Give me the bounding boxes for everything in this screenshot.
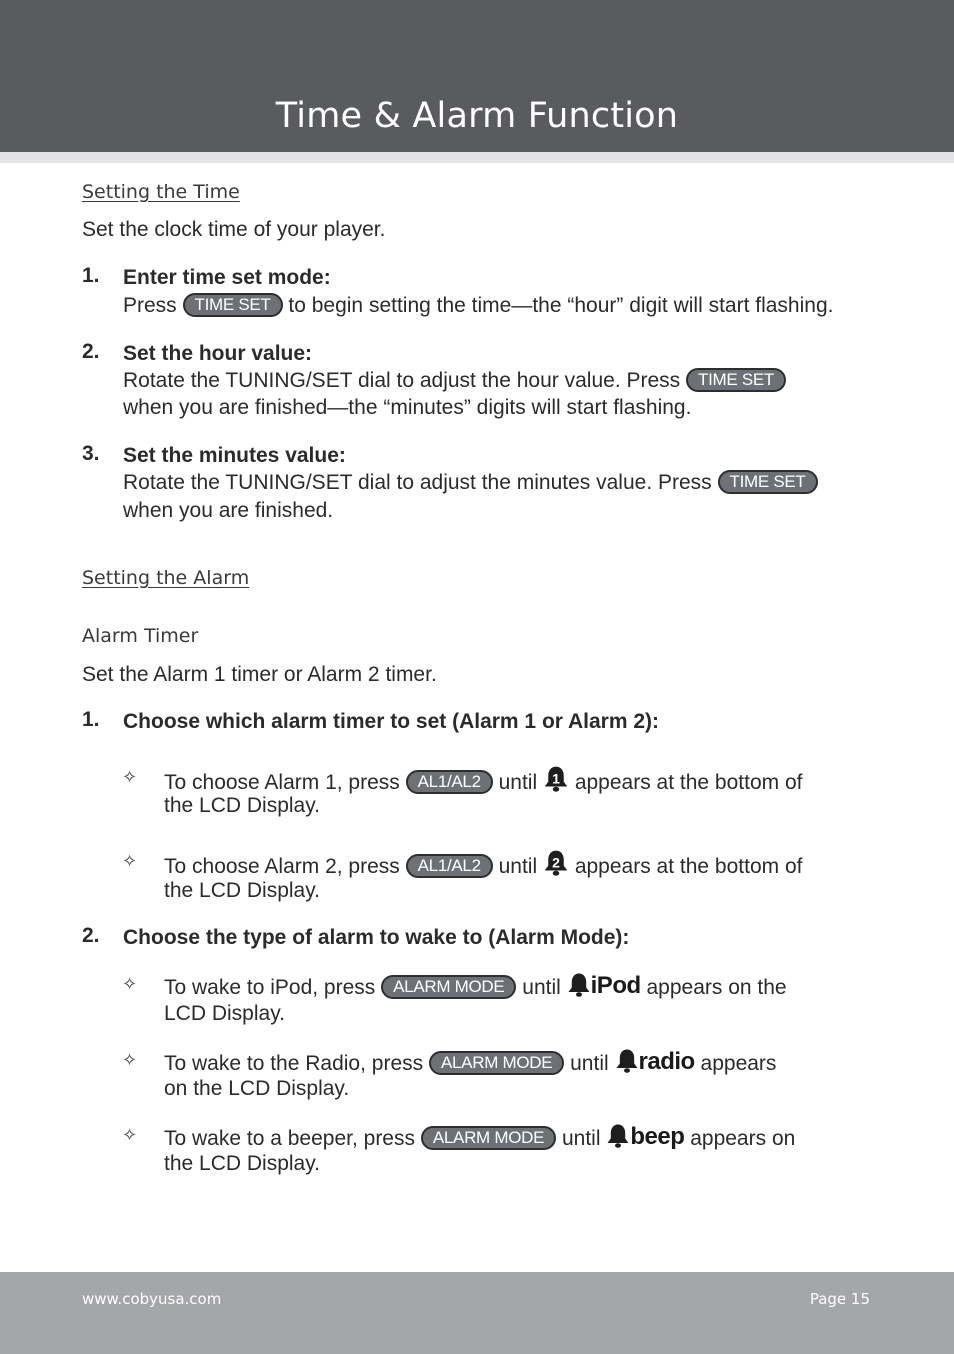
bell-icon: [615, 1048, 639, 1074]
bullet-text-pre: To choose Alarm 1, press: [164, 771, 400, 794]
bullet-text-until: until: [498, 771, 538, 794]
step-title: Enter time set mode:: [123, 266, 331, 289]
bullet-text-until: until: [570, 1052, 609, 1075]
bullet-text-until: until: [561, 1127, 601, 1150]
bullet-text: [164, 972, 787, 1002]
alarm-mode-beep-indicator: [606, 1123, 684, 1149]
step-title: Set the hour value:: [123, 342, 313, 365]
alarm-icon-digit: 1: [552, 770, 560, 787]
time-set-button: TIME SET: [183, 293, 283, 317]
step-title: Set the minutes value:: [123, 444, 346, 467]
alarm-1-bell-icon: [543, 765, 569, 793]
alarm-2-bell-icon: [543, 849, 569, 877]
alarm-mode-button: ALARM MODE: [421, 1126, 556, 1150]
alarm-mode-word: beep: [630, 1123, 685, 1150]
bullet-text-until: until: [522, 976, 561, 999]
step-text-post: when you are finished.: [123, 499, 334, 522]
step-text-post: when you are finished—the “minutes” digits will start flashing.: [123, 396, 692, 419]
step-number: 2.: [82, 924, 100, 947]
alarm-mode-ipod-indicator: [567, 972, 641, 998]
step-title: Choose which alarm timer to set (Alarm 1 or Alarm 2):: [123, 710, 660, 733]
step-text: [123, 292, 833, 320]
alarm-mode-button: ALARM MODE: [381, 975, 516, 999]
time-set-button: TIME SET: [718, 470, 818, 494]
alarm-mode-radio-indicator: [615, 1048, 695, 1074]
al1-al2-button: AL1/AL2: [406, 854, 493, 878]
bullet-text-post: appears at the bottom of: [574, 855, 803, 878]
alarm-mode-button: ALARM MODE: [429, 1051, 564, 1075]
page-footer: [0, 1272, 954, 1354]
setting-alarm-heading: Setting the Alarm: [82, 567, 250, 589]
setting-alarm-intro: Set the Alarm 1 timer or Alarm 2 timer.: [82, 663, 437, 686]
alarm-mode-word: iPod: [590, 972, 641, 999]
alarm-icon-digit: 2: [552, 854, 560, 871]
page-title: Time & Alarm Function: [275, 96, 679, 136]
page-number: Page 15: [809, 1290, 870, 1308]
header-divider: [0, 152, 954, 163]
bullet-text: [164, 1048, 776, 1078]
setting-time-heading: Setting the Time: [82, 181, 240, 203]
step-text-post: to begin setting the time—the “hour” digit will start flashing.: [288, 294, 834, 317]
step-text: [123, 469, 818, 497]
step-number: 3.: [82, 442, 100, 465]
step-number: 1.: [82, 264, 100, 287]
bullet-text-pre: To choose Alarm 2, press: [164, 855, 400, 878]
time-set-button: TIME SET: [686, 368, 786, 392]
bullet-text-post: appears at the bottom of: [574, 771, 803, 794]
step-number: 1.: [82, 708, 100, 731]
footer-website-link[interactable]: www.cobyusa.com: [82, 1290, 222, 1308]
alarm-mode-word: radio: [638, 1048, 695, 1075]
step-text-pre: Rotate the TUNING/SET dial to adjust the minutes value. Press: [123, 471, 712, 494]
bullet-text-pre: To wake to iPod, press: [164, 976, 376, 999]
diamond-sparkle-icon: ✧: [122, 1050, 138, 1070]
bell-icon: [606, 1123, 630, 1149]
step-text-pre: Press: [123, 294, 177, 317]
bullet-text-line2: the LCD Display.: [164, 1152, 321, 1175]
alarm-timer-subheading: Alarm Timer: [82, 625, 199, 647]
bullet-text-post: appears on: [690, 1127, 796, 1150]
bullet-text-post: appears on the: [646, 976, 787, 999]
step-title: Choose the type of alarm to wake to (Alarm Mode):: [123, 926, 630, 949]
bullet-text-until: until: [498, 855, 538, 878]
setting-time-intro: Set the clock time of your player.: [82, 218, 386, 241]
bullet-text-pre: To wake to the Radio, press: [164, 1052, 424, 1075]
bullet-text-line2: LCD Display.: [164, 1002, 285, 1025]
diamond-sparkle-icon: ✧: [122, 767, 138, 787]
step-text-pre: Rotate the TUNING/SET dial to adjust the hour value. Press: [123, 369, 681, 392]
bell-icon: [567, 972, 591, 998]
diamond-sparkle-icon: ✧: [122, 1125, 138, 1145]
bullet-text-line2: the LCD Display.: [164, 879, 321, 902]
bullet-text: [164, 1123, 795, 1153]
diamond-sparkle-icon: ✧: [122, 974, 138, 994]
step-number: 2.: [82, 340, 100, 363]
al1-al2-button: AL1/AL2: [406, 770, 493, 794]
step-text: [123, 367, 786, 395]
bullet-text-pre: To wake to a beeper, press: [164, 1127, 415, 1150]
bullet-text-line2: on the LCD Display.: [164, 1077, 350, 1100]
bullet-text-line2: the LCD Display.: [164, 794, 321, 817]
diamond-sparkle-icon: ✧: [122, 851, 138, 871]
bullet-text-post: appears: [700, 1052, 777, 1075]
